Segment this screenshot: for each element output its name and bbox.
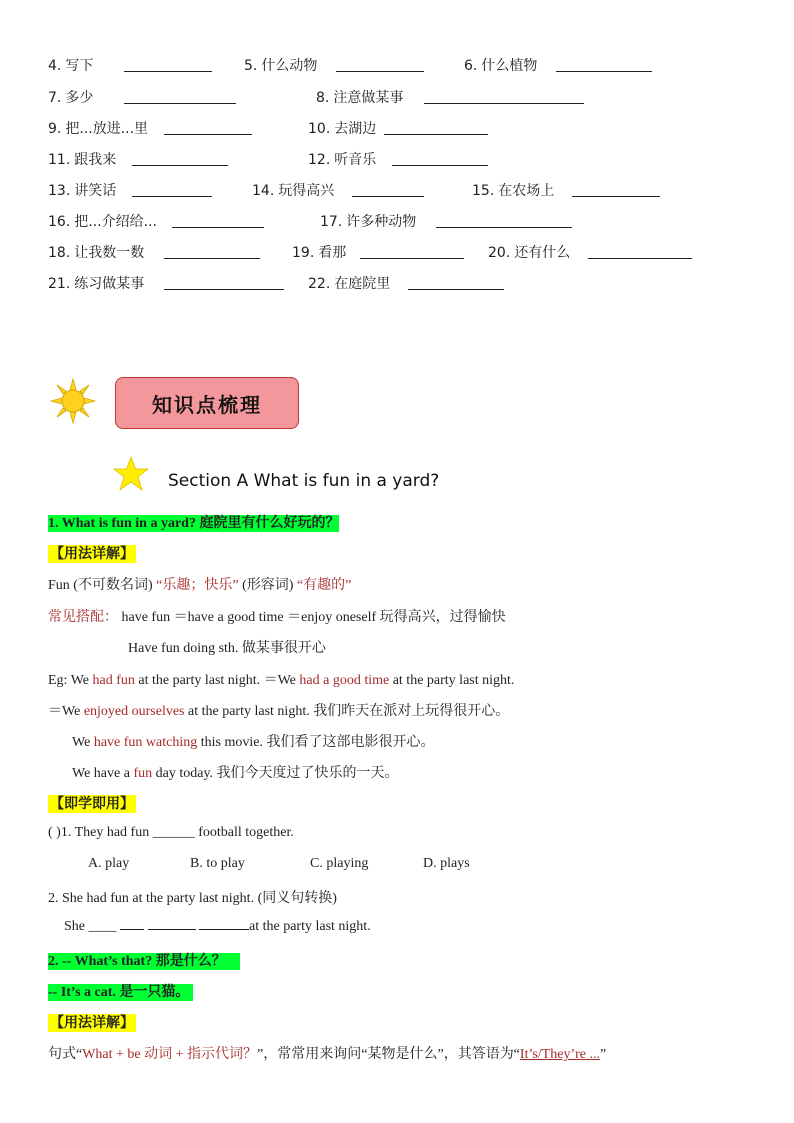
vocab-item bbox=[472, 180, 554, 200]
vocab-item bbox=[464, 55, 537, 75]
vocab-text: 让我数一数 bbox=[74, 245, 145, 261]
answer-blank[interactable] bbox=[164, 134, 252, 135]
vocab-item bbox=[308, 273, 390, 293]
answer-blank[interactable] bbox=[124, 103, 236, 104]
answer-blank[interactable] bbox=[336, 71, 424, 72]
section-banner bbox=[115, 377, 299, 429]
vocab-number: 14. bbox=[252, 183, 275, 199]
vocab-item bbox=[292, 242, 346, 262]
point2-heading-1: 2. -- What’s that? 那是什么？ bbox=[48, 950, 240, 970]
collocation-line-2: Have fun doing sth. 做某事很开心 bbox=[128, 641, 326, 656]
answer-blank-1[interactable] bbox=[120, 929, 144, 930]
question-1: ( )1. They had fun ______ football together. bbox=[48, 825, 294, 840]
answer-blank[interactable] bbox=[392, 165, 488, 166]
vocab-item bbox=[244, 55, 317, 75]
vocab-item bbox=[48, 55, 93, 75]
vocab-number: 18. bbox=[48, 245, 71, 261]
answer-blank[interactable] bbox=[360, 258, 464, 259]
vocab-number: 13. bbox=[48, 183, 71, 199]
vocab-item bbox=[320, 211, 416, 231]
vocab-text: 写下 bbox=[65, 58, 94, 74]
answer-blank[interactable] bbox=[132, 196, 212, 197]
answer-blank[interactable] bbox=[408, 289, 504, 290]
vocab-text: 注意做某事 bbox=[333, 90, 404, 106]
usage-tag-2: 【用法详解】 bbox=[50, 1015, 134, 1031]
vocab-item bbox=[48, 211, 157, 231]
vocab-text: 在庭院里 bbox=[334, 276, 391, 292]
question-2-answer-line: She ____ at the party last night. bbox=[64, 919, 371, 934]
vocab-number: 11. bbox=[48, 152, 71, 168]
answer-blank-2[interactable] bbox=[148, 929, 196, 930]
answer-blank[interactable] bbox=[556, 71, 652, 72]
answer-blank[interactable] bbox=[572, 196, 660, 197]
answer-blank[interactable] bbox=[588, 258, 692, 259]
point1-heading: 1. What is fun in a yard? 庭院里有什么好玩的？ bbox=[48, 516, 340, 531]
point2-heading-2: -- It’s a cat. 是一只猫。 bbox=[48, 981, 193, 1001]
answer-blank[interactable] bbox=[164, 258, 260, 259]
vocab-text: 练习做某事 bbox=[74, 276, 145, 292]
q1-option-b: B. to play bbox=[190, 856, 245, 871]
example-3: We have fun watching this movie. 我们看了这部电影很开心。 bbox=[72, 735, 435, 750]
vocab-text: 在农场上 bbox=[498, 183, 555, 199]
vocab-number: 5. bbox=[244, 58, 258, 74]
answer-blank[interactable] bbox=[436, 227, 572, 228]
vocab-text: 跟我来 bbox=[74, 152, 117, 168]
sun-icon bbox=[50, 378, 96, 424]
pattern-line: 句式“What + be 动词 + 指示代词？”，常常用来询问“某物是什么”，其答语为“It’s/They’re ...” bbox=[48, 1047, 607, 1062]
vocab-number: 19. bbox=[292, 245, 315, 261]
section-title: Section A What is fun in a yard? bbox=[168, 471, 440, 491]
vocab-text: 多少 bbox=[65, 90, 94, 106]
answer-blank-3[interactable] bbox=[199, 929, 249, 930]
vocab-text: 听音乐 bbox=[334, 152, 377, 168]
vocab-number: 8. bbox=[316, 90, 330, 106]
question-2: 2. She had fun at the party last night. (同义句转换) bbox=[48, 891, 337, 906]
vocab-text: 还有什么 bbox=[514, 245, 571, 261]
example-4: We have a fun day today. 我们今天度过了快乐的一天。 bbox=[72, 766, 399, 781]
vocab-item bbox=[48, 149, 116, 169]
vocab-text: 把...放进...里 bbox=[65, 121, 149, 137]
vocab-number: 20. bbox=[488, 245, 511, 261]
vocab-text: 什么植物 bbox=[481, 58, 538, 74]
vocab-item bbox=[308, 149, 376, 169]
vocab-number: 4. bbox=[48, 58, 62, 74]
vocab-number: 9. bbox=[48, 121, 62, 137]
vocab-number: 15. bbox=[472, 183, 495, 199]
q1-option-c: C. playing bbox=[310, 856, 369, 871]
vocab-item bbox=[48, 180, 116, 200]
vocab-item bbox=[48, 118, 148, 138]
fun-definition: Fun (不可数名词) “乐趣；快乐” (形容词) “有趣的” bbox=[48, 578, 352, 593]
vocab-item bbox=[308, 118, 376, 138]
answer-blank[interactable] bbox=[124, 71, 212, 72]
vocab-number: 21. bbox=[48, 276, 71, 292]
vocab-number: 7. bbox=[48, 90, 62, 106]
answer-blank[interactable] bbox=[164, 289, 284, 290]
q1-option-a: A. play bbox=[88, 856, 130, 871]
vocab-item bbox=[48, 273, 144, 293]
vocab-number: 6. bbox=[464, 58, 478, 74]
example-1: Eg: We had fun at the party last night. ＝We had a good time at the party last night. bbox=[48, 673, 515, 688]
banner-label: 知识点梳理 bbox=[152, 392, 262, 417]
vocab-text: 看那 bbox=[318, 245, 347, 261]
vocab-number: 12. bbox=[308, 152, 331, 168]
vocab-item bbox=[48, 87, 93, 107]
vocab-number: 10. bbox=[308, 121, 331, 137]
vocab-number: 16. bbox=[48, 214, 71, 230]
vocab-item bbox=[488, 242, 570, 262]
star-icon bbox=[112, 456, 150, 492]
vocab-text: 玩得高兴 bbox=[278, 183, 335, 199]
vocab-number: 17. bbox=[320, 214, 343, 230]
vocab-text: 许多种动物 bbox=[346, 214, 417, 230]
vocab-number: 22. bbox=[308, 276, 331, 292]
answer-blank[interactable] bbox=[424, 103, 584, 104]
vocab-text: 去湖边 bbox=[334, 121, 377, 137]
collocation-line: 常见搭配： have fun ＝have a good time ＝enjoy oneself 玩得高兴，过得愉快 bbox=[48, 610, 506, 625]
example-2: ＝We enjoyed ourselves at the party last night. 我们昨天在派对上玩得很开心。 bbox=[48, 704, 510, 719]
answer-blank[interactable] bbox=[352, 196, 424, 197]
usage-tag-1: 【用法详解】 bbox=[50, 546, 134, 562]
practice-tag: 【即学即用】 bbox=[50, 796, 134, 812]
answer-blank[interactable] bbox=[132, 165, 228, 166]
vocab-text: 讲笑话 bbox=[74, 183, 117, 199]
vocab-item bbox=[316, 87, 403, 107]
vocab-item bbox=[48, 242, 144, 262]
answer-blank[interactable] bbox=[172, 227, 264, 228]
vocab-item bbox=[252, 180, 334, 200]
vocab-text: 把...介绍给... bbox=[74, 214, 157, 230]
answer-blank[interactable] bbox=[384, 134, 488, 135]
q1-option-d: D. plays bbox=[423, 856, 470, 871]
vocab-text: 什么动物 bbox=[261, 58, 318, 74]
